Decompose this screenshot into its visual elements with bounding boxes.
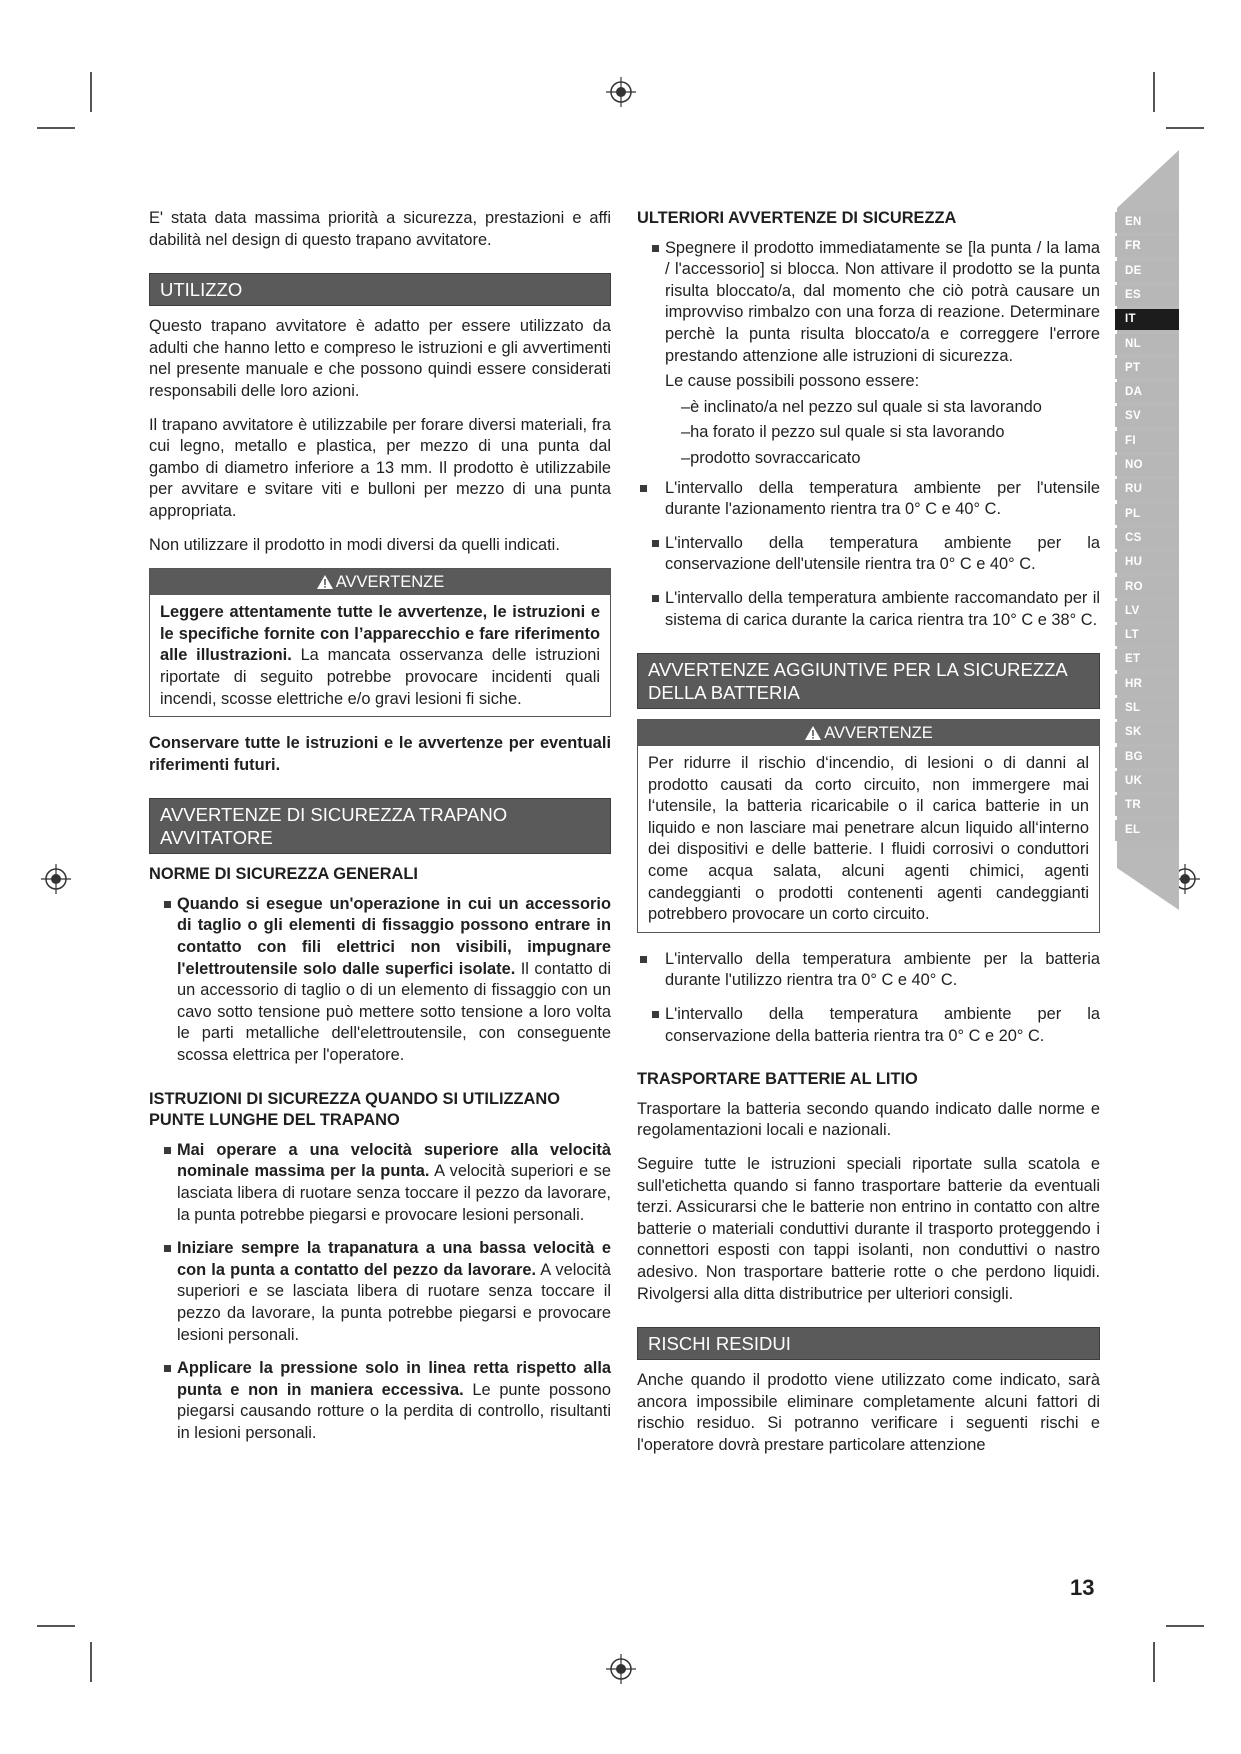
bullet-text: L'intervallo della temperatura ambiente per l'utensile durante l'azionamento rientra tra 0° C e 40° C. (665, 478, 1100, 519)
crop-mark (90, 72, 92, 112)
cause-item: –ha forato il pezzo sul quale si sta lavorando (681, 423, 1005, 442)
language-tab-it[interactable]: IT (1115, 309, 1179, 330)
language-tab-uk[interactable]: UK (1115, 771, 1179, 792)
bullet-square-icon (164, 901, 171, 908)
transport-paragraph: Seguire tutte le istruzioni speciali riportate sulla scatola e sull'etichetta quando si fanno trasportare batterie da eventuali terzi. Assicurarsi che le batterie non entrino in contatto con altre batterie o materiali conduttivi durante il trasporto proteggendo i connettori esposti con tappi isolanti, non conduttivi o nastro adesivo. Non trasportare batterie rotte o che perdono liquidi. Rivolgersi alla ditta distributrice per ulteriori consigli. (637, 1155, 1100, 1303)
crop-mark (37, 127, 75, 129)
bullet-square-icon (164, 1245, 171, 1252)
warning-title (638, 720, 1099, 746)
cause-item: –è inclinato/a nel pezzo sul quale si sta lavorando (681, 397, 1042, 416)
further-bullet (637, 588, 1100, 631)
language-tab-cs[interactable]: CS (1115, 528, 1179, 549)
subheading-transport: TRASPORTARE BATTERIE AL LITIO (637, 1070, 918, 1089)
language-tab-no[interactable]: NO (1115, 455, 1179, 476)
bullet-text: L'intervallo della temperatura ambiente per la conservazione dell'utensile rientra tra 0° C e 40° C. (665, 533, 1100, 574)
language-tab-lv[interactable]: LV (1115, 601, 1179, 622)
bullet-square-icon (652, 245, 659, 252)
language-tab-en[interactable]: EN (1115, 212, 1179, 233)
warning-triangle-icon (804, 725, 822, 741)
language-tab-ro[interactable]: RO (1115, 577, 1179, 598)
utilizzo-paragraph: Questo trapano avvitatore è adatto per essere utilizzato da adulti che hanno letto e compreso le istruzioni e gli avvertimenti nel presente manuale e che possono quindi essere considerati responsabili delle loro azioni. (149, 317, 611, 400)
safety-bullet (149, 1238, 611, 1346)
further-bullet (637, 238, 1100, 368)
bullet-bold-text: Mai operare a una velocità superiore alla velocità nominale massima per la punta. (177, 1140, 611, 1181)
battery-bullet (637, 949, 1100, 992)
warning-body (150, 595, 610, 716)
bullet-text: A velocità superiori e se lasciata libera di ruotare senza toccare il pezzo da lavorare, la punta potrebbe piegarsi e provocare lesioni personali. (177, 1162, 611, 1224)
keep-instructions-note: Conservare tutte le istruzioni e le avvertenze per eventuali riferimenti futuri. (149, 734, 611, 774)
registration-mark-icon (41, 864, 71, 894)
language-tab-el[interactable]: EL (1115, 820, 1179, 841)
section-title-residual: RISCHI RESIDUI (637, 1327, 1100, 1360)
battery-bullet (637, 1004, 1100, 1047)
utilizzo-paragraph: Non utilizzare il prodotto in modi diversi da quelli indicati. (149, 535, 560, 554)
registration-mark-icon (606, 77, 636, 107)
transport-paragraph: Trasportare la batteria secondo quando indicato dalle norme e regolamentazioni locali e nazionali. (637, 1099, 1100, 1140)
further-bullet (637, 533, 1100, 576)
warning-bold-text: Leggere attentamente tutte le avvertenze, le istruzioni e le specifiche fornite con l’apparecchio e fare riferimento alle illustrazioni. (160, 603, 600, 665)
language-tab-pl[interactable]: PL (1115, 504, 1179, 525)
language-tab-et[interactable]: ET (1115, 649, 1179, 670)
language-tab-ru[interactable]: RU (1115, 479, 1179, 500)
bullet-text: Spegnere il prodotto immediatamente se [la punta / la lama / l'accessorio] si blocca. Non attivare il prodotto se la punta risulta bloccato/a, dal momento che ciò potrà causare un improvviso rimbalzo con una forza di reazione. Determinare perchè la punta risulta bloccato/a e correggere l'errore prestando attenzione alle istruzioni di sicurezza. (665, 238, 1100, 365)
subheading-further-warnings: ULTERIORI AVVERTENZE DI SICUREZZA (637, 209, 957, 227)
bullet-square-icon (640, 956, 647, 963)
bullet-text: Il contatto di un accessorio di taglio o di un elemento di fissaggio con un cavo sotto tensione può mettere sotto tensione a loro volta le parti metalliche dell'elettroutensile, con conseguente scossa elettrica per l'operatore. (177, 959, 611, 1065)
subheading-long-bits: ISTRUZIONI DI SICUREZZA QUANDO SI UTILIZZANO PUNTE LUNGHE DEL TRAPANO (149, 1089, 560, 1130)
language-tab-es[interactable]: ES (1115, 285, 1179, 306)
bullet-bold-text: Iniziare sempre la trapanatura a una bassa velocità e con la punta a contatto del pezzo da lavorare. (177, 1239, 611, 1279)
page-number: 13 (1070, 1575, 1095, 1600)
language-tab-nl[interactable]: NL (1115, 334, 1179, 355)
bullet-bold-text: Applicare la pressione solo in linea retta rispetto alla punta e non in maniera eccessiva. (177, 1359, 611, 1399)
section-title-battery: AVVERTENZE AGGIUNTIVE PER LA SICUREZZA DELLA BATTERIA (637, 653, 1100, 709)
warning-body: Per ridurre il rischio d‘incendio, di lesioni o di danni al prodotto causati da corto circuito, non immergere mai l‘utensile, la batteria ricaricabile o il carica batterie in un liquido e non lasciare mai penetrare alcun liquido all‘interno dei dispositivi e delle batterie. I fluidi corrosivi o conduttori come acqua salata, alcuni agenti chimici, agenti candeggianti o prodotti contenenti agenti candeggianti potrebbero provocare un corto circuito. (648, 754, 1089, 924)
further-bullet (637, 478, 1100, 521)
language-tab-sl[interactable]: SL (1115, 698, 1179, 719)
subheading-general-rules: NORME DI SICUREZZA GENERALI (149, 865, 418, 884)
safety-bullet (149, 1358, 611, 1444)
crop-mark (1153, 1642, 1155, 1682)
warning-box (149, 568, 611, 717)
language-tab-hr[interactable]: HR (1115, 674, 1179, 695)
crop-mark (90, 1642, 92, 1682)
registration-mark-icon (606, 1654, 636, 1684)
bullet-text: Le punte possono piegarsi causando rotture o la perdita di controllo, risultanti in lesioni personali. (177, 1380, 611, 1442)
battery-warning-box (637, 719, 1100, 933)
residual-paragraph: Anche quando il prodotto viene utilizzato come indicato, sarà ancora impossibile eliminare completamente alcuni fattori di rischio residuo. Si potranno verificare i seguenti rischi e l'operatore dovrà prestare particolare attenzione (637, 1371, 1100, 1454)
language-tab-fr[interactable]: FR (1115, 236, 1179, 257)
crop-mark (1153, 72, 1155, 112)
language-tab-lt[interactable]: LT (1115, 625, 1179, 646)
section-title-utilizzo: UTILIZZO (149, 273, 611, 306)
safety-bullet (149, 1140, 611, 1226)
language-tab-sk[interactable]: SK (1115, 722, 1179, 743)
bullet-text: L'intervallo della temperatura ambiente per la batteria durante l'utilizzo rientra tra 0° C e 40° C. (665, 949, 1100, 990)
bullet-square-icon (640, 485, 647, 492)
warning-title (150, 569, 610, 595)
warning-title-text: AVVERTENZE (824, 724, 933, 743)
utilizzo-paragraph: Il trapano avvitatore è utilizzabile per forare diversi materiali, fra cui legno, metallo e plastica, per mezzo di una punta dal gambo di diametro inferiore a 13 mm. Il prodotto è utilizzabile per avvitare e svitare viti e bulloni per mezzo di una punta appropriata. (149, 415, 611, 520)
bullet-square-icon (652, 595, 659, 602)
language-tab-hu[interactable]: HU (1115, 552, 1179, 573)
cause-item: –prodotto sovraccaricato (681, 448, 861, 467)
causes-intro: Le cause possibili possono essere: (665, 372, 920, 391)
left-column (149, 208, 611, 1457)
intro-text: E' stata data massima priorità a sicurezza, prestazioni e affi dabilità nel design di questo trapano avvitatore. (149, 209, 611, 249)
section-title-safety: AVVERTENZE DI SICUREZZA TRAPANO AVVITATORE (149, 798, 611, 854)
language-tab-de[interactable]: DE (1115, 261, 1179, 282)
crop-mark (1166, 1625, 1204, 1627)
bullet-square-icon (164, 1365, 171, 1372)
bullet-text: L'intervallo della temperatura ambiente per la conservazione della batteria rientra tra 0° C e 20° C. (665, 1005, 1100, 1045)
language-tab-sv[interactable]: SV (1115, 406, 1179, 427)
language-tab-da[interactable]: DA (1115, 382, 1179, 403)
warning-text: La mancata osservanza delle istruzioni riportate di seguito potrebbe provocare incidenti quali incendi, scosse elettriche e/o gravi lesioni fi siche. (160, 646, 600, 708)
language-tab-tr[interactable]: TR (1115, 795, 1179, 816)
bullet-bold-text: Quando si esegue un'operazione in cui un accessorio di taglio o gli elementi di fissaggio possono entrare in contatto con fili elettrici non visibili, impugnare l'elettroutensile solo dalle superfici isolate. (177, 894, 611, 978)
bullet-square-icon (652, 540, 659, 547)
warning-triangle-icon (316, 574, 334, 590)
language-tab-bg[interactable]: BG (1115, 747, 1179, 768)
bullet-text: A velocità superiori e se lasciata libera di ruotare senza toccare il pezzo da lavorare, la punta potrebbe piegarsi e provocare lesioni personali. (177, 1260, 611, 1344)
bullet-square-icon (164, 1147, 171, 1154)
crop-mark (37, 1625, 75, 1627)
bullet-square-icon (652, 1011, 659, 1018)
bullet-text: L'intervallo della temperatura ambiente raccomandato per il sistema di carica durante la carica rientra tra 10° C e 38° C. (665, 588, 1100, 629)
language-tab-pt[interactable]: PT (1115, 358, 1179, 379)
warning-title-text: AVVERTENZE (335, 573, 445, 592)
language-tab-fi[interactable]: FI (1115, 431, 1179, 452)
crop-mark (1166, 127, 1204, 129)
right-column (637, 208, 1100, 1469)
safety-bullet (149, 894, 611, 1067)
